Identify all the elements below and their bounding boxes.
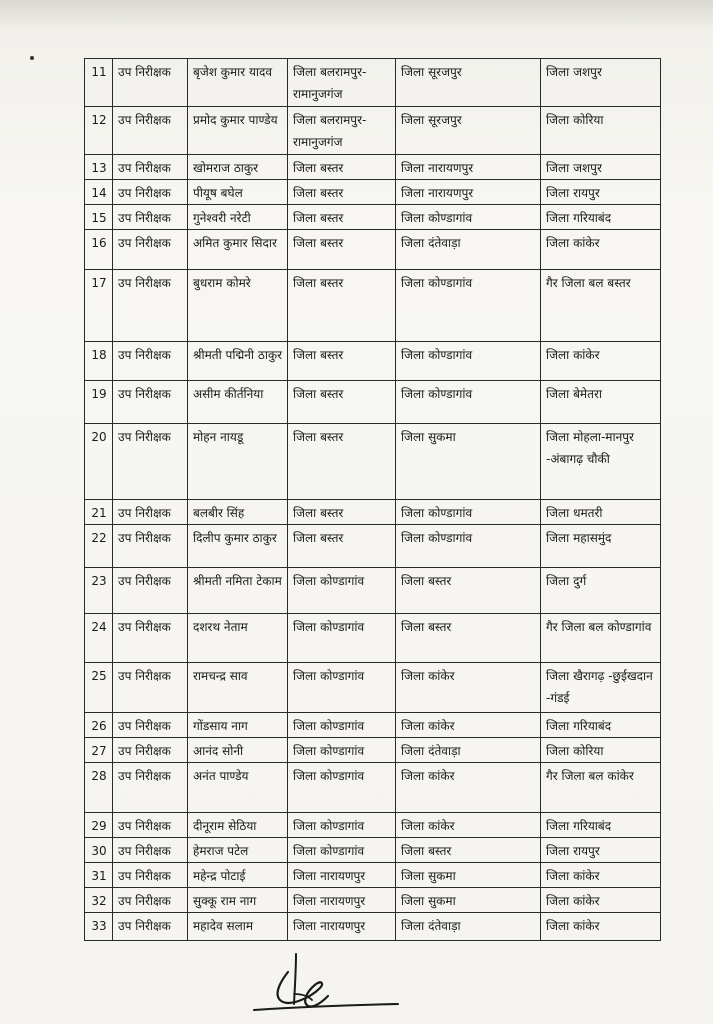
serial-number-cell: 21 <box>85 500 113 525</box>
previous-posting-cell: जिला कोण्डागांव <box>288 838 396 863</box>
table-row <box>85 863 661 888</box>
margin-mark <box>30 56 34 60</box>
rank-cell: उप निरीक्षक <box>113 230 188 270</box>
current-posting-cell: जिला बस्तर <box>396 568 541 614</box>
rank-cell: उप निरीक्षक <box>113 155 188 180</box>
new-posting-cell: जिला धमतरी <box>541 500 661 525</box>
current-posting-cell: जिला कोण्डागांव <box>396 525 541 568</box>
previous-posting-cell: जिला बस्तर <box>288 525 396 568</box>
serial-number-cell: 17 <box>85 270 113 342</box>
new-posting-cell: गैर जिला बल कांकेर <box>541 763 661 813</box>
new-posting-cell: जिला गरियाबंद <box>541 205 661 230</box>
table-row <box>85 59 661 107</box>
officer-name-cell: गुनेश्वरी नरेटी <box>188 205 288 230</box>
officer-name-cell: अमित कुमार सिदार <box>188 230 288 270</box>
new-posting-cell: जिला जशपुर <box>541 155 661 180</box>
previous-posting-cell: जिला बस्तर <box>288 381 396 424</box>
officer-name-cell: सुक्कू राम नाग <box>188 888 288 913</box>
current-posting-cell: जिला कोण्डागांव <box>396 381 541 424</box>
rank-cell: उप निरीक्षक <box>113 568 188 614</box>
new-posting-cell: जिला कोरिया <box>541 738 661 763</box>
serial-number-cell: 24 <box>85 614 113 663</box>
rank-cell: उप निरीक्षक <box>113 663 188 713</box>
new-posting-cell: जिला बेमेतरा <box>541 381 661 424</box>
new-posting-cell: जिला कांकेर <box>541 342 661 381</box>
transfer-table-body <box>85 59 661 941</box>
table-row <box>85 205 661 230</box>
officer-name-cell: रामचन्द्र साव <box>188 663 288 713</box>
table-row <box>85 763 661 813</box>
serial-number-cell: 22 <box>85 525 113 568</box>
officer-name-cell: बलबीर सिंह <box>188 500 288 525</box>
table-row <box>85 713 661 738</box>
rank-cell: उप निरीक्षक <box>113 838 188 863</box>
transfer-table <box>84 58 661 941</box>
previous-posting-cell: जिला कोण्डागांव <box>288 763 396 813</box>
table-row <box>85 838 661 863</box>
table-row <box>85 230 661 270</box>
current-posting-cell: जिला सुकमा <box>396 863 541 888</box>
rank-cell: उप निरीक्षक <box>113 713 188 738</box>
current-posting-cell: जिला कांकेर <box>396 713 541 738</box>
rank-cell: उप निरीक्षक <box>113 381 188 424</box>
current-posting-cell: जिला कोण्डागांव <box>396 270 541 342</box>
table-row <box>85 913 661 941</box>
officer-name-cell: मोहन नायडू <box>188 424 288 500</box>
officer-name-cell: बुधराम कोमरे <box>188 270 288 342</box>
serial-number-cell: 33 <box>85 913 113 941</box>
previous-posting-cell: जिला कोण्डागांव <box>288 738 396 763</box>
new-posting-cell: जिला कांकेर <box>541 230 661 270</box>
table-row <box>85 270 661 342</box>
officer-name-cell: असीम कीर्तनिया <box>188 381 288 424</box>
serial-number-cell: 32 <box>85 888 113 913</box>
rank-cell: उप निरीक्षक <box>113 763 188 813</box>
scan-edge-shadow <box>0 0 713 28</box>
rank-cell: उप निरीक्षक <box>113 525 188 568</box>
officer-name-cell: अनंत पाण्डेय <box>188 763 288 813</box>
rank-cell: उप निरीक्षक <box>113 913 188 941</box>
table-row <box>85 381 661 424</box>
previous-posting-cell: जिला नारायणपुर <box>288 863 396 888</box>
serial-number-cell: 31 <box>85 863 113 888</box>
rank-cell: उप निरीक्षक <box>113 614 188 663</box>
officer-name-cell: दिलीप कुमार ठाकुर <box>188 525 288 568</box>
officer-signature <box>250 950 400 1020</box>
rank-cell: उप निरीक्षक <box>113 500 188 525</box>
officer-name-cell: महेन्द्र पोटाई <box>188 863 288 888</box>
previous-posting-cell: जिला बस्तर <box>288 270 396 342</box>
previous-posting-cell: जिला कोण्डागांव <box>288 713 396 738</box>
rank-cell: उप निरीक्षक <box>113 270 188 342</box>
officer-name-cell: पीयूष बघेल <box>188 180 288 205</box>
new-posting-cell: जिला खैरागढ़ -छुईखदान -गंडई <box>541 663 661 713</box>
new-posting-cell: जिला रायपुर <box>541 838 661 863</box>
serial-number-cell: 29 <box>85 813 113 838</box>
new-posting-cell: जिला गरियाबंद <box>541 713 661 738</box>
previous-posting-cell: जिला कोण्डागांव <box>288 663 396 713</box>
officer-name-cell: बृजेश कुमार यादव <box>188 59 288 107</box>
rank-cell: उप निरीक्षक <box>113 59 188 107</box>
new-posting-cell: जिला कांकेर <box>541 888 661 913</box>
current-posting-cell: जिला बस्तर <box>396 838 541 863</box>
table-row <box>85 500 661 525</box>
previous-posting-cell: जिला बलरामपुर-रामानुजगंज <box>288 107 396 155</box>
previous-posting-cell: जिला बस्तर <box>288 205 396 230</box>
rank-cell: उप निरीक्षक <box>113 107 188 155</box>
current-posting-cell: जिला कांकेर <box>396 763 541 813</box>
officer-name-cell: प्रमोद कुमार पाण्डेय <box>188 107 288 155</box>
table-row <box>85 155 661 180</box>
previous-posting-cell: जिला कोण्डागांव <box>288 614 396 663</box>
serial-number-cell: 12 <box>85 107 113 155</box>
serial-number-cell: 19 <box>85 381 113 424</box>
new-posting-cell: गैर जिला बल कोण्डागांव <box>541 614 661 663</box>
table-row <box>85 107 661 155</box>
serial-number-cell: 11 <box>85 59 113 107</box>
previous-posting-cell: जिला बस्तर <box>288 155 396 180</box>
rank-cell: उप निरीक्षक <box>113 863 188 888</box>
current-posting-cell: जिला कांकेर <box>396 813 541 838</box>
new-posting-cell: जिला मोहला-मानपुर -अंबागढ़ चौकी <box>541 424 661 500</box>
serial-number-cell: 13 <box>85 155 113 180</box>
officer-name-cell: गोंडसाय नाग <box>188 713 288 738</box>
serial-number-cell: 25 <box>85 663 113 713</box>
previous-posting-cell: जिला बस्तर <box>288 342 396 381</box>
serial-number-cell: 14 <box>85 180 113 205</box>
serial-number-cell: 28 <box>85 763 113 813</box>
current-posting-cell: जिला दंतेवाड़ा <box>396 230 541 270</box>
officer-name-cell: श्रीमती पद्मिनी ठाकुर <box>188 342 288 381</box>
current-posting-cell: जिला कोण्डागांव <box>396 342 541 381</box>
current-posting-cell: जिला दंतेवाड़ा <box>396 738 541 763</box>
new-posting-cell: जिला महासमुंद <box>541 525 661 568</box>
table-row <box>85 888 661 913</box>
officer-name-cell: दीनूराम सेठिया <box>188 813 288 838</box>
rank-cell: उप निरीक्षक <box>113 342 188 381</box>
current-posting-cell: जिला नारायणपुर <box>396 180 541 205</box>
serial-number-cell: 16 <box>85 230 113 270</box>
officer-name-cell: श्रीमती नमिता टेकाम <box>188 568 288 614</box>
table-row <box>85 663 661 713</box>
current-posting-cell: जिला सुकमा <box>396 424 541 500</box>
new-posting-cell: गैर जिला बल बस्तर <box>541 270 661 342</box>
officer-name-cell: आनंद सोनी <box>188 738 288 763</box>
table-row <box>85 424 661 500</box>
new-posting-cell: जिला रायपुर <box>541 180 661 205</box>
serial-number-cell: 18 <box>85 342 113 381</box>
previous-posting-cell: जिला कोण्डागांव <box>288 568 396 614</box>
serial-number-cell: 20 <box>85 424 113 500</box>
current-posting-cell: जिला बस्तर <box>396 614 541 663</box>
new-posting-cell: जिला गरियाबंद <box>541 813 661 838</box>
serial-number-cell: 26 <box>85 713 113 738</box>
current-posting-cell: जिला सूरजपुर <box>396 59 541 107</box>
previous-posting-cell: जिला बस्तर <box>288 500 396 525</box>
serial-number-cell: 27 <box>85 738 113 763</box>
current-posting-cell: जिला कांकेर <box>396 663 541 713</box>
rank-cell: उप निरीक्षक <box>113 424 188 500</box>
new-posting-cell: जिला कांकेर <box>541 913 661 941</box>
table-row <box>85 614 661 663</box>
previous-posting-cell: जिला बस्तर <box>288 424 396 500</box>
previous-posting-cell: जिला बलरामपुर-रामानुजगंज <box>288 59 396 107</box>
table-row <box>85 342 661 381</box>
rank-cell: उप निरीक्षक <box>113 205 188 230</box>
previous-posting-cell: जिला नारायणपुर <box>288 913 396 941</box>
current-posting-cell: जिला नारायणपुर <box>396 155 541 180</box>
current-posting-cell: जिला दंतेवाड़ा <box>396 913 541 941</box>
current-posting-cell: जिला सूरजपुर <box>396 107 541 155</box>
new-posting-cell: जिला जशपुर <box>541 59 661 107</box>
rank-cell: उप निरीक्षक <box>113 888 188 913</box>
officer-name-cell: महादेव सलाम <box>188 913 288 941</box>
table-row <box>85 568 661 614</box>
new-posting-cell: जिला कांकेर <box>541 863 661 888</box>
previous-posting-cell: जिला बस्तर <box>288 180 396 205</box>
current-posting-cell: जिला कोण्डागांव <box>396 500 541 525</box>
signature-icon <box>250 950 400 1020</box>
rank-cell: उप निरीक्षक <box>113 813 188 838</box>
officer-name-cell: दशरथ नेताम <box>188 614 288 663</box>
rank-cell: उप निरीक्षक <box>113 180 188 205</box>
current-posting-cell: जिला कोण्डागांव <box>396 205 541 230</box>
officer-name-cell: हेमराज पटेल <box>188 838 288 863</box>
previous-posting-cell: जिला कोण्डागांव <box>288 813 396 838</box>
new-posting-cell: जिला दुर्ग <box>541 568 661 614</box>
table-row <box>85 525 661 568</box>
table-row <box>85 813 661 838</box>
new-posting-cell: जिला कोरिया <box>541 107 661 155</box>
serial-number-cell: 30 <box>85 838 113 863</box>
rank-cell: उप निरीक्षक <box>113 738 188 763</box>
previous-posting-cell: जिला बस्तर <box>288 230 396 270</box>
serial-number-cell: 23 <box>85 568 113 614</box>
officer-name-cell: खोमराज ठाकुर <box>188 155 288 180</box>
previous-posting-cell: जिला नारायणपुर <box>288 888 396 913</box>
table-row <box>85 180 661 205</box>
table-row <box>85 738 661 763</box>
serial-number-cell: 15 <box>85 205 113 230</box>
current-posting-cell: जिला सुकमा <box>396 888 541 913</box>
